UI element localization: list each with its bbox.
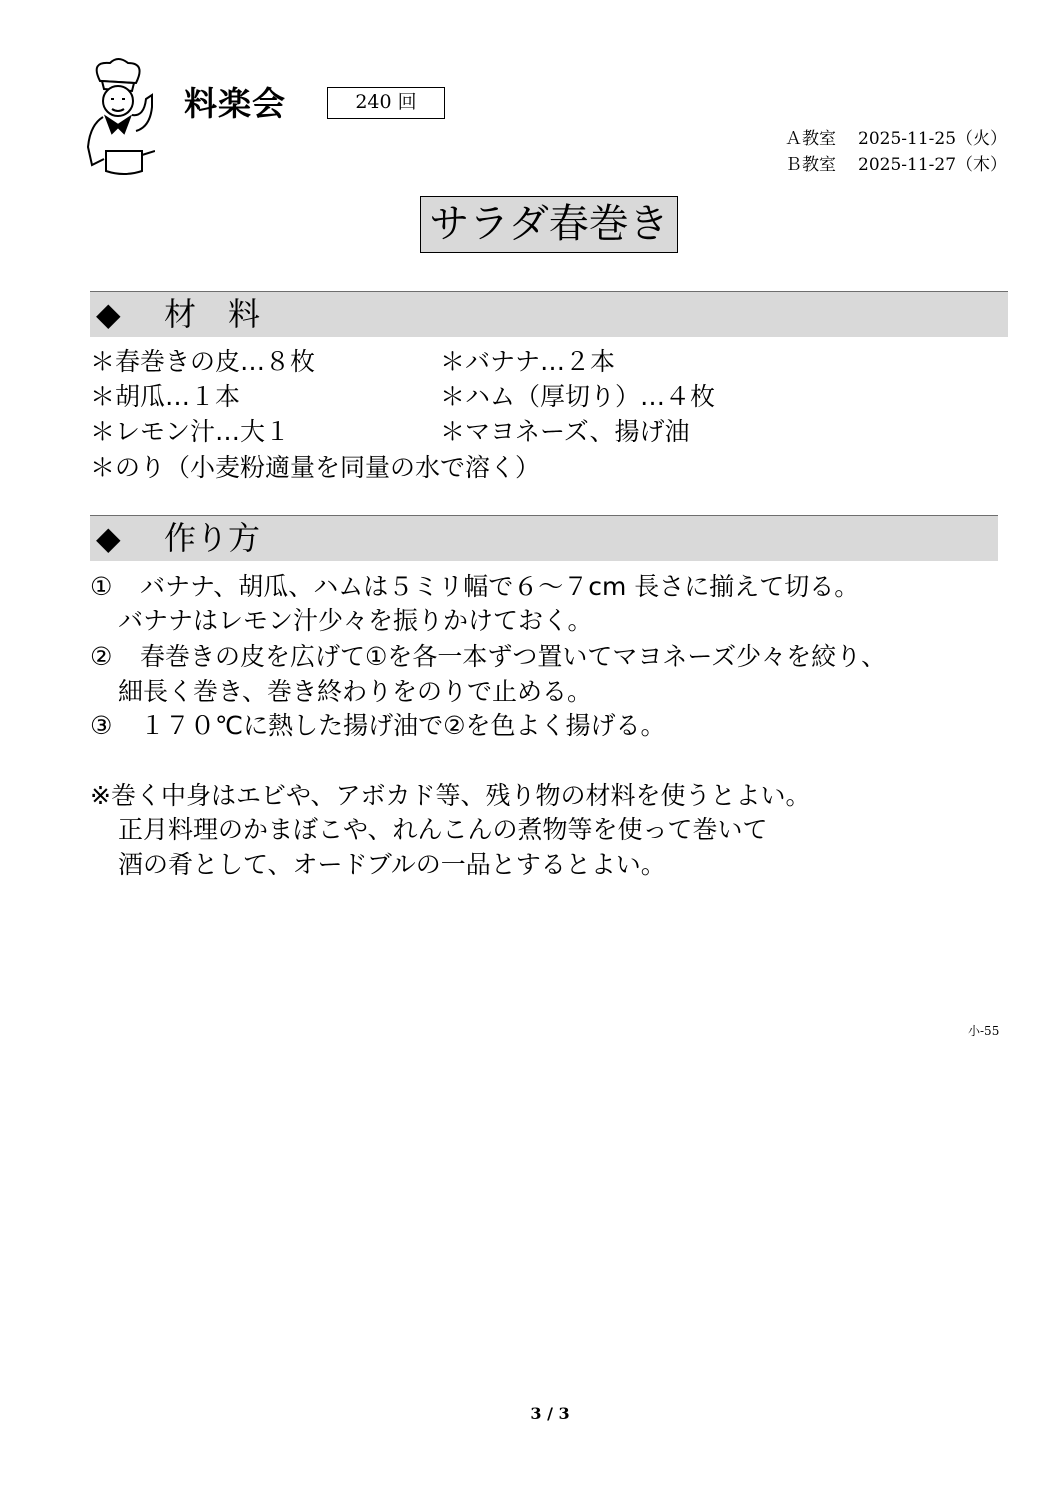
ingredient-item: ＊レモン汁…大１ [90,417,291,446]
step-number: ② [90,642,113,671]
ingredient-item: ＊バナナ…２本 [440,347,616,376]
step-continuation: バナナはレモン汁少々を振りかけておく。 [118,606,593,635]
ingredient-item: ＊胡瓜…１本 [90,382,241,411]
ingredient-item: ＊のり（小麦粉適量を同量の水で溶く） [90,453,541,482]
method-step [90,567,859,603]
step-number: ③ [90,711,113,740]
session-number: 240 回 [327,87,445,119]
class-a-room: Ａ教室 [785,129,836,149]
class-a-schedule [785,124,1007,149]
step-text: バナナ、胡瓜、ハムは５ミリ幅で６～７cm 長さに揃えて切る。 [140,572,860,601]
ingredient-item: ＊ハム（厚切り）…４枚 [440,382,716,411]
class-b-schedule [785,150,1007,175]
step-continuation: 細長く巻き、巻き終わりをのりで止める。 [118,677,593,706]
diamond-icon: ◆ [96,519,121,557]
chef-illustration [80,55,155,175]
ingredient-item: ＊マヨネーズ、揚げ油 [440,417,690,446]
page-number: 3 / 3 [530,1404,570,1423]
club-name: 料楽会 [184,84,286,123]
diamond-icon: ◆ [96,295,121,333]
step-number: ① [90,572,113,601]
note-line: ※巻く中身はエビや、アボカド等、残り物の材料を使うとよい。 [90,781,811,810]
method-step [90,706,666,742]
note-line: 酒の肴として、オードブルの一品とするとよい。 [118,850,666,879]
page-code: 小-55 [968,1024,1000,1038]
method-heading-bar [90,515,998,561]
class-b-date: 2025-11-27（木） [858,155,1008,175]
class-a-date: 2025-11-25（火） [858,129,1008,149]
recipe-title: サラダ春巻き [420,196,678,253]
method-step [90,637,886,673]
ingredients-heading-bar [90,291,1008,337]
method-heading: 作り方 [164,519,261,557]
ingredient-item: ＊春巻きの皮…８枚 [90,347,316,376]
note-line: 正月料理のかまぼこや、れんこんの煮物等を使って巻いて [118,815,768,844]
ingredients-heading: 材 料 [164,295,261,333]
step-text: １７０℃に熱した揚げ油で②を色よく揚げる。 [140,711,666,740]
class-b-room: Ｂ教室 [785,155,836,175]
step-text: 春巻きの皮を広げて①を各一本ずつ置いてマヨネーズ少々を絞り、 [140,642,887,671]
